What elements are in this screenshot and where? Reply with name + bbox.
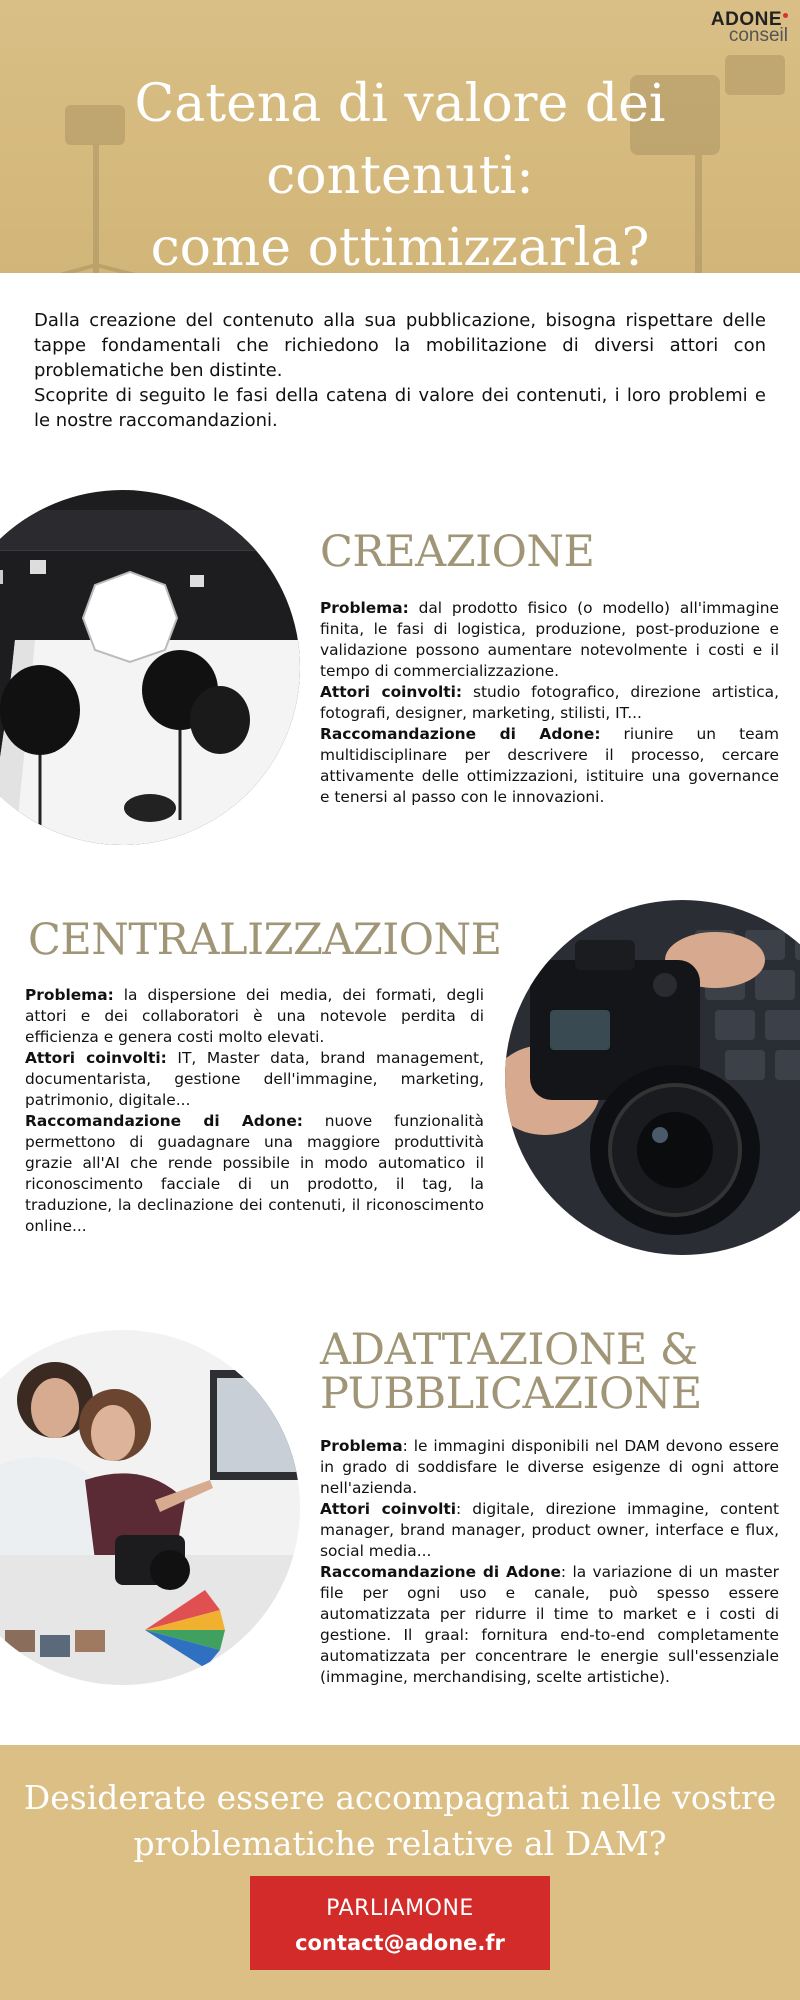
recommendation-label: Raccomandazione di Adone [320,1563,561,1581]
logo-main-text: ADONE [710,9,782,30]
recommendation-label: Raccomandazione di Adone: [320,725,601,743]
team-at-computer-image [0,1330,300,1685]
contact-button-label: PARLIAMONE [326,1896,474,1921]
intro-text [34,308,766,433]
recommendation-text: : la variazione di un master file per ogni uso e canale, può spesso essere automatizzata per ridurre il time to market e i costi di gestione. Il graal: fornitura end-to-end completamente automatizzata per concentrare le energie sull'essenziale (immagine, merchandising, scelte artistiche). [320,1563,779,1686]
problem-text: : le immagini disponibili nel DAM devono essere in grado di soddisfare le diverse esigenze di ogni attore nell'azienda. [320,1437,779,1497]
recommendation-text: riunire un team multidisciplinare per descrivere il processo, cercare attivamente delle ottimizzazioni, istituire una governance e tenersi al passo con le innovazioni. [320,725,779,806]
cta-title: Desiderate essere accompagnati nelle vostre problematiche relative al DAM? [23,1778,777,1863]
section-title-adattazione-pubblicazione: ADATTAZIONE & PUBBLICAZIONE [320,1325,702,1419]
intro-paragraph-2: Scoprite di seguito le fasi della catena di valore dei contenuti, i loro problemi e le nostre raccomandazioni. [34,385,766,431]
camera-keyboard-image [505,900,800,1255]
contact-email-link[interactable]: contact@adone.fr [295,1931,505,1955]
photo-studio-image [0,490,300,845]
actors-text: : digitale, direzione immagine, content manager, brand manager, product owner, interface e flux, social media... [320,1500,779,1560]
cta-footer [0,1745,800,2000]
adone-logo[interactable] [711,10,788,44]
actors-label: Attori coinvolti: [320,683,463,701]
recommendation-label: Raccomandazione di Adone: [25,1112,303,1130]
header-banner [0,0,800,273]
page-title: Catena di valore dei contenuti: come ottimizzarla? [134,74,666,273]
problem-label: Problema: [25,986,114,1004]
section-body-adattazione-pubblicazione [320,1436,779,1688]
contact-button[interactable] [250,1876,550,1970]
logo-sub-text: conseil [728,25,788,46]
section-title-centralizzazione: CENTRALIZZAZIONE [28,915,502,965]
actors-label: Attori coinvolti: [25,1049,167,1067]
actors-label: Attori coinvolti [320,1500,457,1518]
problem-label: Problema [320,1437,403,1455]
actors-text: studio fotografico, direzione artistica, fotografi, designer, marketing, stilisti, IT... [320,683,779,722]
logo-dot-icon [783,13,788,18]
section-body-creazione [320,598,779,808]
problem-text: dal prodotto fisico (o modello) all'immagine finita, le fasi di logistica, produzione, post-produzione e validazione possono aumentare notevolmente i costi e il tempo di commercializzazione. [320,599,779,680]
actors-text: IT, Master data, brand management, documentarista, gestione dell'immagine, marketing, patrimonio, digitale... [25,1049,484,1109]
recommendation-text: nuove funzionalità permettono di guadagnare una maggiore produttività grazie all'AI che rende possibile in modo automatico il riconoscimento facciale di un prodotto, il tag, la traduzione, la declinazione dei contenuti, il riconoscimento online... [25,1112,484,1235]
problem-text: la dispersione dei media, dei formati, degli attori e dei collaboratori è una notevole perdita di efficienza e genera costi molto elevati. [25,986,484,1046]
section-title-creazione: CREAZIONE [320,527,595,577]
problem-label: Problema: [320,599,409,617]
intro-paragraph-1: Dalla creazione del contenuto alla sua pubblicazione, bisogna rispettare delle tappe fondamentali che richiedono la mobilitazione di diversi attori con problematiche ben distinte. [34,310,766,381]
section-body-centralizzazione [25,985,484,1237]
